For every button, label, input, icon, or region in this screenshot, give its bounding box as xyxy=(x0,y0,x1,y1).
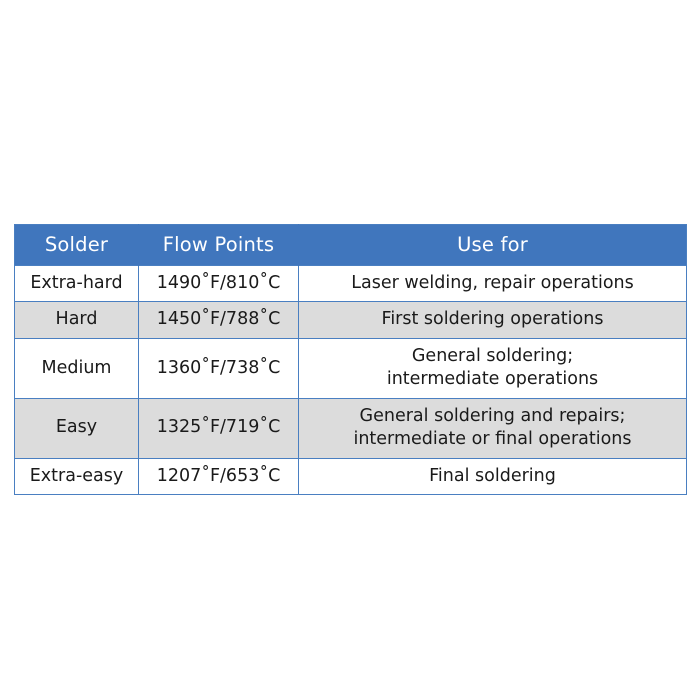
cell-use-for xyxy=(299,338,687,398)
cell-solder: Medium xyxy=(15,338,139,398)
column-header-use-for: Use for xyxy=(299,225,687,266)
cell-flow-point: 1360˚F/738˚C xyxy=(139,338,299,398)
use-for-line: First soldering operations xyxy=(381,309,604,330)
cell-use-for xyxy=(299,398,687,458)
table-row xyxy=(15,266,687,302)
use-for-line: intermediate or final operations xyxy=(353,429,632,450)
cell-flow-point: 1450˚F/788˚C xyxy=(139,302,299,338)
column-header-flow-points: Flow Points xyxy=(139,225,299,266)
solder-table-container xyxy=(14,224,686,495)
use-for-line: General soldering; xyxy=(411,345,574,366)
column-header-solder: Solder xyxy=(15,225,139,266)
cell-solder: Hard xyxy=(15,302,139,338)
cell-flow-point: 1325˚F/719˚C xyxy=(139,398,299,458)
cell-use-for xyxy=(299,302,687,338)
cell-use-for xyxy=(299,458,687,494)
table-row xyxy=(15,338,687,398)
cell-use-for xyxy=(299,266,687,302)
solder-reference-table xyxy=(14,224,687,495)
table-row xyxy=(15,398,687,458)
use-for-line: General soldering and repairs; xyxy=(359,405,626,426)
cell-flow-point: 1207˚F/653˚C xyxy=(139,458,299,494)
use-for-line: Final soldering xyxy=(429,465,556,486)
cell-solder: Extra-easy xyxy=(15,458,139,494)
cell-solder: Easy xyxy=(15,398,139,458)
table-body xyxy=(15,266,687,495)
cell-solder: Extra-hard xyxy=(15,266,139,302)
table-header-row xyxy=(15,225,687,266)
table-row xyxy=(15,458,687,494)
table-header xyxy=(15,225,687,266)
cell-flow-point: 1490˚F/810˚C xyxy=(139,266,299,302)
use-for-line: intermediate operations xyxy=(386,369,599,390)
use-for-line: Laser welding, repair operations xyxy=(351,273,634,293)
table-row xyxy=(15,302,687,338)
